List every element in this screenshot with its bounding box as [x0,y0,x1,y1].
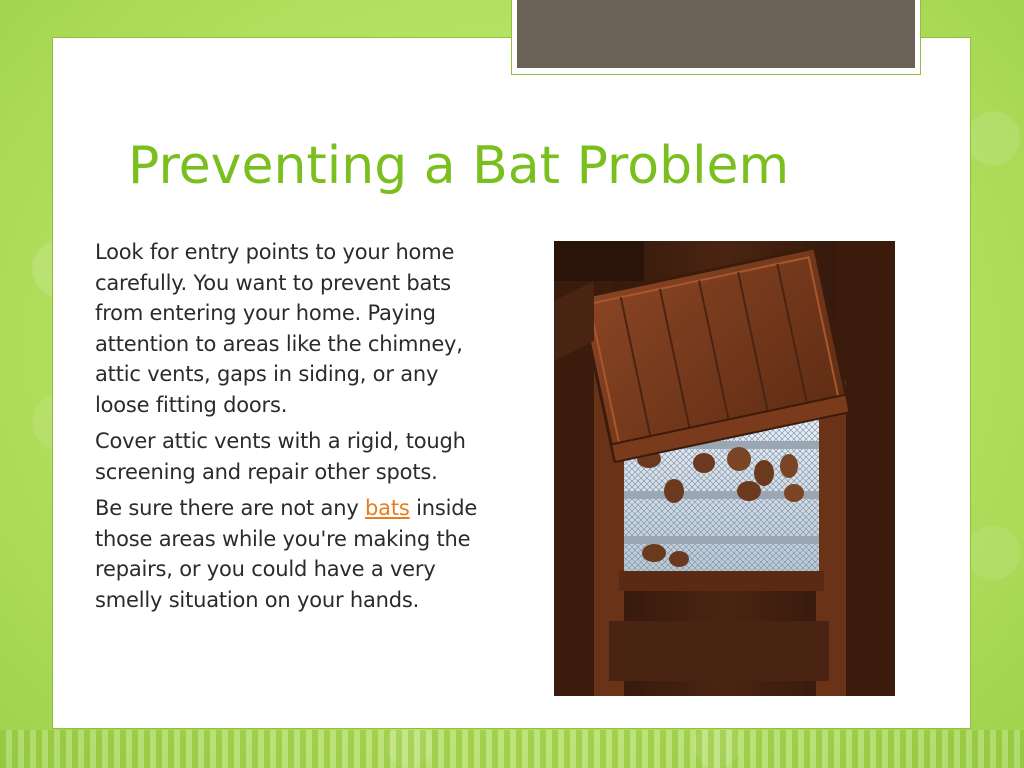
bat-vent-photo [554,241,895,696]
bats-link[interactable]: bats [365,496,410,520]
background-stripes [0,730,1024,768]
paragraph-text-after-link: inside those areas while you're making the repairs, or you could have a very smelly situation on your hands. [95,496,478,612]
title-tab-fill [517,0,915,68]
slide-body [95,237,495,621]
paragraph-check-bats [95,493,495,615]
slide-title: Preventing a Bat Problem [128,136,790,196]
paragraph-entry-points: Look for entry points to your home carefully. You want to prevent bats from entering your home. Paying attention to areas like the chimney, attic vents, gaps in siding, or any loose fitting doors. [95,240,463,417]
paragraph-text-before-link: Be sure there are not any [95,496,366,520]
paragraph-cover-vents: Cover attic vents with a rigid, tough screening and repair other spots. [95,429,466,484]
title-tab [511,0,921,75]
bat-vent-illustration [554,241,895,696]
